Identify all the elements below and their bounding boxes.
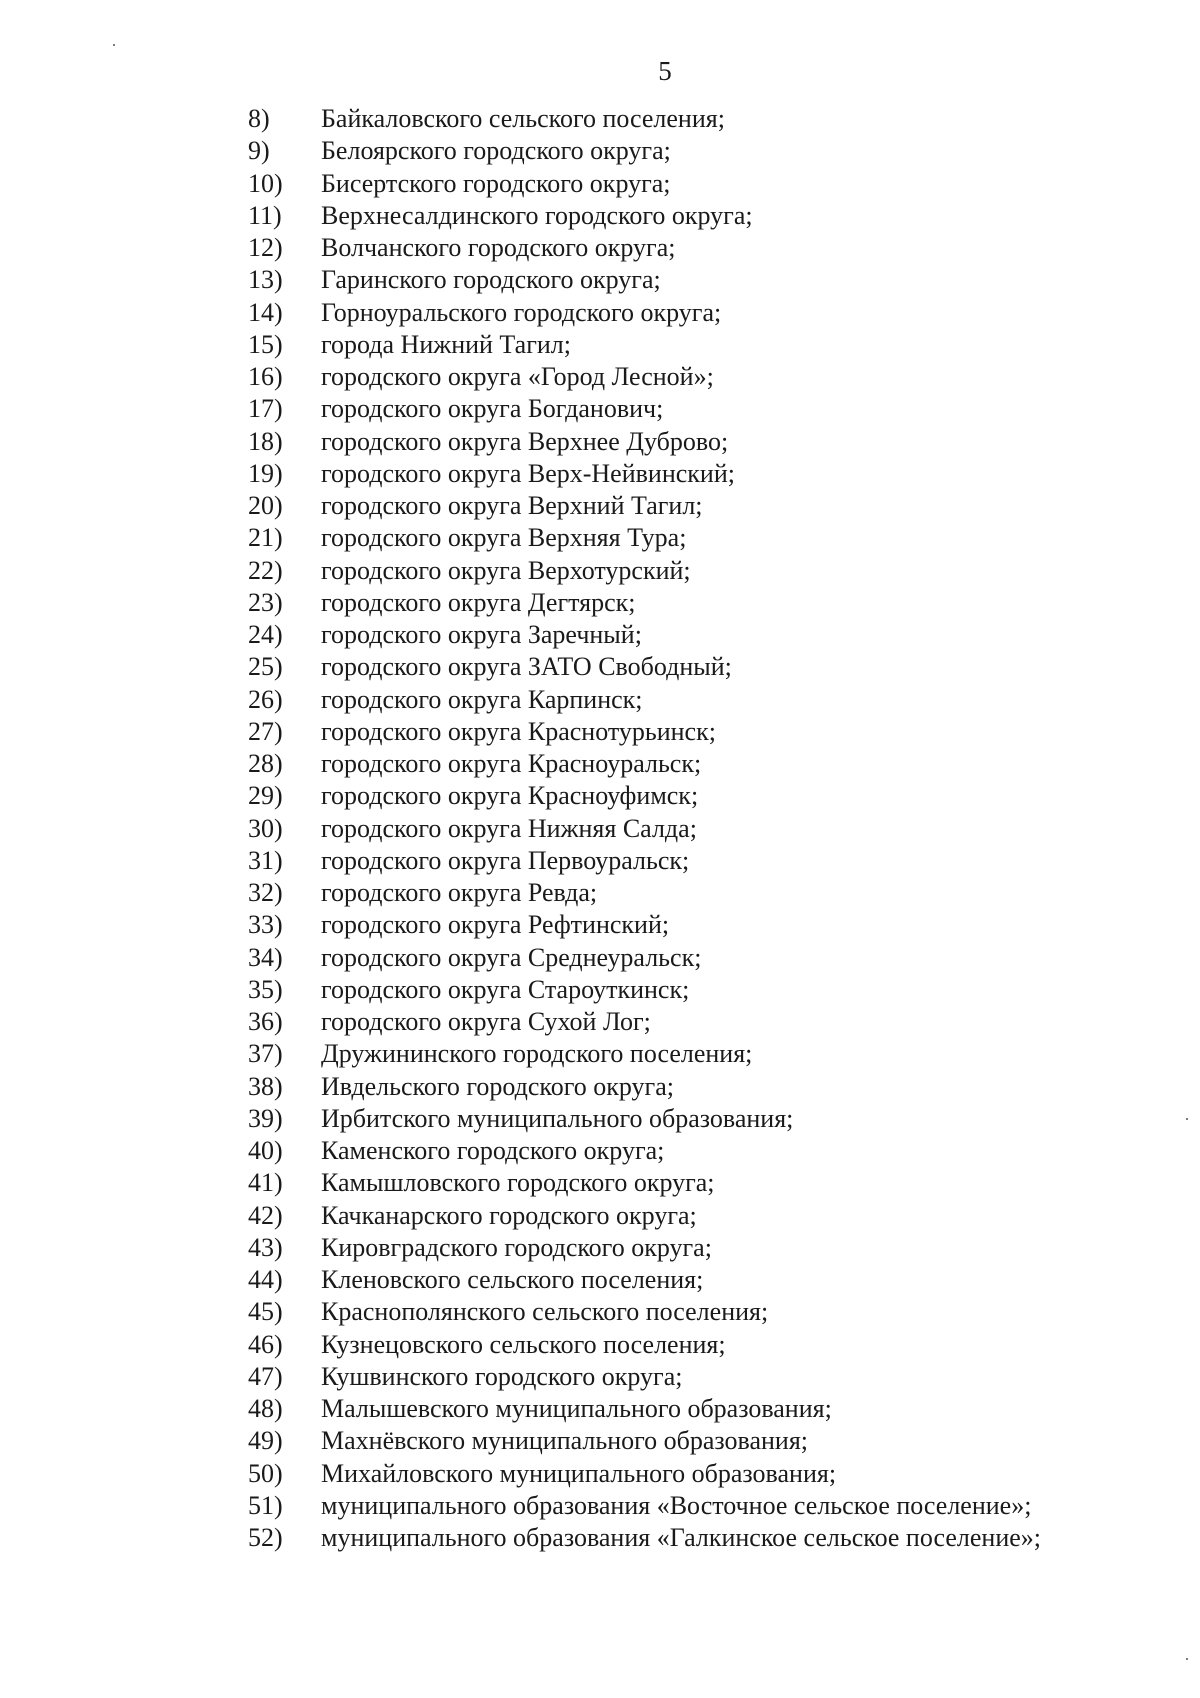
list-item-text: городского округа Верх-Нейвинский; [321, 458, 735, 488]
scan-speck [1186, 1118, 1188, 1120]
list-item-text: городского округа Дегтярск; [321, 587, 636, 617]
list-item-text: городского округа «Город Лесной»; [321, 362, 714, 391]
list-item-text: городского округа Карпинск; [321, 684, 643, 714]
list-item-number: 13) [248, 265, 283, 295]
list-item-number: 41) [248, 1168, 283, 1198]
list-item-number: 31) [248, 845, 283, 875]
list-item-text: Малышевского муниципального образования; [321, 1394, 832, 1423]
list-item-number: 43) [248, 1232, 283, 1262]
list-item-number: 29) [248, 781, 283, 811]
list-item-number: 34) [248, 942, 283, 972]
list-item-text: городского округа Верхнее Дуброво; [321, 426, 729, 456]
list-item-number: 22) [248, 555, 283, 585]
list-item-number: 24) [248, 620, 283, 649]
list-item-text: Кушвинского городского округа; [321, 1361, 683, 1391]
list-item-number: 11) [248, 200, 282, 230]
list-item-number: 45) [248, 1297, 283, 1327]
list-item-number: 16) [248, 362, 283, 391]
list-item-number: 21) [248, 523, 283, 553]
list-item-text: Махнёвского муниципального образования; [321, 1426, 809, 1456]
list-item-text: городского округа Заречный; [321, 620, 642, 649]
list-item-text: Камышловского городского округа; [321, 1168, 715, 1198]
list-item-text: городского округа ЗАТО Свободный; [321, 652, 732, 682]
list-item-text: городского округа Красноуфимск; [321, 781, 699, 811]
list-item-number: 37) [248, 1039, 283, 1069]
list-item-number: 42) [248, 1200, 283, 1230]
list-item-number: 51) [248, 1490, 283, 1520]
list-item-number: 44) [248, 1265, 283, 1294]
list-item-number: 25) [248, 652, 283, 682]
list-item-text: Волчанского городского округа; [321, 233, 676, 262]
list-item-text: Дружининского городского поселения; [321, 1039, 753, 1069]
list-item-text: городского округа Богданович; [321, 394, 664, 424]
list-item-text: городского округа Первоуральск; [321, 845, 690, 875]
list-item-text: Каменского городского округа; [321, 1136, 665, 1165]
list-item-text: городского округа Староуткинск; [321, 974, 690, 1004]
list-item-number: 30) [248, 813, 283, 843]
list-item-number: 9) [248, 136, 270, 166]
list-item-text: городского округа Рефтинский; [321, 910, 670, 940]
list-item-text: городского округа Среднеуральск; [321, 942, 702, 972]
list-item-text: Бисертского городского округа; [321, 168, 671, 198]
list-item-text: городского округа Нижняя Салда; [321, 813, 697, 843]
list-item-text: Верхнесалдинского городского округа; [321, 200, 753, 230]
list-item-number: 19) [248, 458, 283, 488]
list-item-number: 39) [248, 1103, 283, 1133]
list-item-number: 8) [248, 104, 270, 133]
list-item-number: 12) [248, 233, 283, 262]
list-item-text: Кировградского городского округа; [321, 1232, 712, 1262]
list-item-text: городского округа Краснотурьинск; [321, 716, 716, 746]
list-item-text: муниципального образования «Галкинское сельское поселение»; [321, 1523, 1042, 1552]
list-item-text: городского округа Сухой Лог; [321, 1007, 651, 1036]
scan-speck [113, 44, 115, 46]
list-item-number: 48) [248, 1394, 283, 1423]
list-item-number: 46) [248, 1329, 283, 1359]
list-item-number: 49) [248, 1426, 283, 1456]
list-item-number: 36) [248, 1007, 283, 1036]
list-item-number: 33) [248, 910, 283, 940]
list-item-number: 52) [248, 1523, 283, 1552]
list-item-number: 15) [248, 329, 283, 359]
list-item-text: городского округа Верхотурский; [321, 555, 691, 585]
list-item-number: 18) [248, 426, 283, 456]
list-item-number: 27) [248, 716, 283, 746]
list-item-text: Качканарского городского округа; [321, 1200, 697, 1230]
list-item-number: 28) [248, 749, 283, 778]
list-item-text: Байкаловского сельского поселения; [321, 104, 725, 133]
list-item-number: 26) [248, 684, 283, 714]
list-item-number: 20) [248, 491, 283, 520]
list-item-text: города Нижний Тагил; [321, 329, 571, 359]
list-item-text: городского округа Верхний Тагил; [321, 491, 703, 520]
list-item-text: Кузнецовского сельского поселения; [321, 1329, 726, 1359]
list-item-number: 40) [248, 1136, 283, 1165]
page-number: 5 [658, 56, 672, 86]
list-item-text: Михайловского муниципального образования; [321, 1458, 837, 1488]
scan-speck [1186, 1658, 1188, 1660]
list-item-number: 23) [248, 587, 283, 617]
list-item-text: Краснополянского сельского поселения; [321, 1297, 769, 1327]
list-item-text: Ивдельского городского округа; [321, 1071, 674, 1101]
list-item-text: Кленовского сельского поселения; [321, 1265, 704, 1294]
list-item-text: муниципального образования «Восточное сельское поселение»; [321, 1490, 1032, 1520]
list-item-text: Гаринского городского округа; [321, 265, 661, 295]
list-item-text: Горноуральского городского округа; [321, 297, 722, 327]
list-item-number: 10) [248, 168, 283, 198]
list-item-number: 17) [248, 394, 283, 424]
list-item-number: 50) [248, 1458, 283, 1488]
list-item-number: 14) [248, 297, 283, 327]
list-item-text: городского округа Верхняя Тура; [321, 523, 687, 553]
list-item-number: 35) [248, 974, 283, 1004]
list-item-text: Ирбитского муниципального образования; [321, 1103, 794, 1133]
list-item-text: Белоярского городского округа; [321, 136, 671, 166]
list-item-number: 47) [248, 1361, 283, 1391]
list-item-text: городского округа Ревда; [321, 878, 598, 907]
list-item-text: городского округа Красноуральск; [321, 749, 702, 778]
list-item-number: 32) [248, 878, 283, 907]
list-item-number: 38) [248, 1071, 283, 1101]
